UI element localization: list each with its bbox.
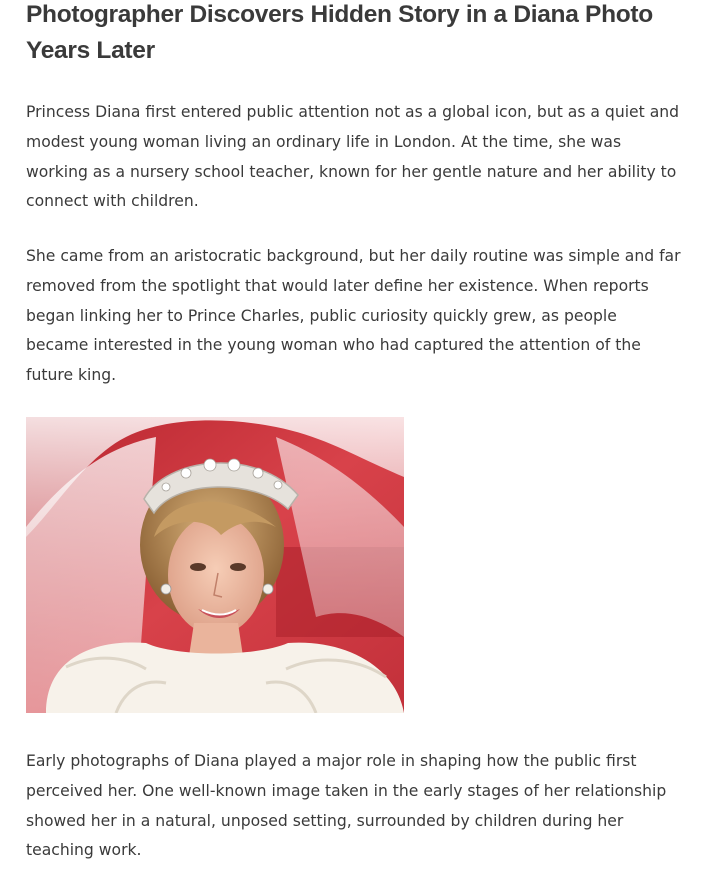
article-paragraph: Early photographs of Diana played a major role in shaping how the public first perceived her. One well-known image taken in the early stages of her relationship showed her in a natural, unposed setting, surrounded by children during her teaching work. [26,752,667,860]
bride-portrait-illustration [26,417,404,713]
article-photo [26,417,404,713]
article-paragraph: Princess Diana first entered public attention not as a global icon, but as a quiet and modest young woman living an ordinary life in London. At the time, she was working as a nursery school teacher, known for her gentle nature and her ability to connect with children. [26,103,680,211]
article-paragraph: She came from an aristocratic background, but her daily routine was simple and far removed from the spotlight that would later define her existence. When reports began linking her to Prince Charles, public curiosity quickly grew, as people became interested in the young woman who had captured the attention of the future king. [26,247,681,385]
article-title: Photographer Discovers Hidden Story in a Diana Photo Years Later [26,1,653,64]
